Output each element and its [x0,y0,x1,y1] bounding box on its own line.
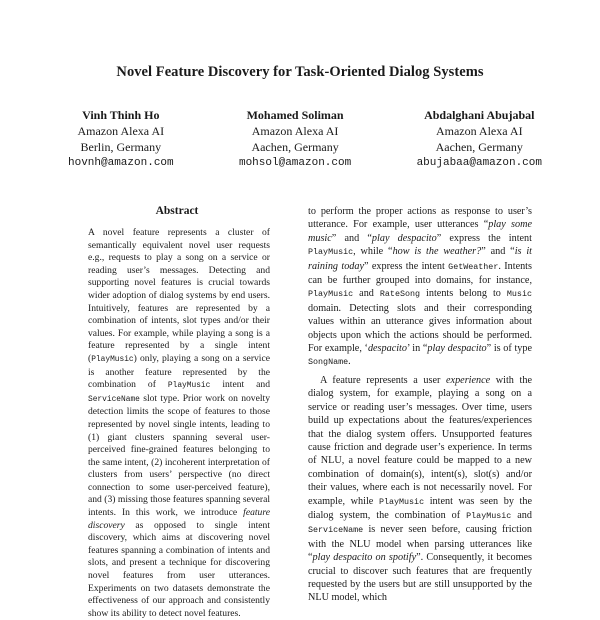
abstract-heading: Abstract [155,205,199,217]
author-email: hovnh@amazon.com [68,157,174,169]
author-affiliation: Amazon Alexa AI [251,124,339,138]
italic-term: play despacito [427,343,487,355]
code-term: GetWeather [448,261,499,272]
author-location: Berlin, Germany [80,140,162,154]
code-term: RateSong [379,289,421,300]
abstract-paragraph: A novel feature represents a cluster of semantically equivalent novel user requests e.g., requests to play a song on a service or reading user’s messages. Detecting and supporting novel features is crucial towards wider adoption of dialog systems by end users. Intuitively, features are represented by a combination of intents, slot types and/or their values. For example, while playing a song is a feature represented by a single intent (PlayMusic) only, playing a song on a service is another feature represented by the combination of PlayMusic intent and ServiceName slot type. Prior work on novelty detection limits the scope of features to those represented by novel single intents, leading to (1) giant clusters spanning several user-perceived fine-grained features belonging to the same intent, (2) incoherent interpretation of clusters from users’ perspective (no direct connection to some user-perceived feature), and (3) missing those features spanning several intents. In this work, we introduce feature discovery as opposed to single intent discovery, which aims at discovering novel features spanning a combination of intents and slots, and present a technique for discovering novel features from user utterances. Experiments on two datasets demonstrate the effectiveness of our approach and consistently show its ability to detect novel features. [88,227,271,619]
author-email: mohsol@amazon.com [238,157,352,169]
author-location: Aachen, Germany [251,140,339,154]
author-name: Vinh Thinh Ho [82,108,160,122]
author-name: Abdalghani Abujabal [424,108,535,122]
author-block [68,107,542,171]
code-term: PlayMusic [91,354,134,364]
author-affiliation: Amazon Alexa AI [77,124,165,138]
italic-term: play despacito on spotify [312,552,417,564]
paper-title: Novel Feature Discovery for Task-Oriented Dialog Systems [116,64,484,80]
code-term: PlayMusic [378,496,425,507]
body-paragraph-1: to perform the proper actions as response to user’s utterance. For example, user utterances “play some music” and “play despacito” express the intent PlayMusic, while “how is the weather?” and “is it raining today” express the intent GetWeather. Intents can be further grouped into domains, for instance, PlayMusic and RateSong intents belong to Music domain. Detecting slots and their corresponding values within an utterance gives information about objects upon which the actions should be performed. For example, ‘despacito’ in “play despacito” is of type SongName. [308,206,533,368]
italic-term: is it raining today [308,246,533,272]
code-term: ServiceName [88,394,140,404]
italic-term: play some music [308,219,532,244]
abstract-column [88,227,270,620]
italic-term: how is the weather? [392,246,482,258]
body-paragraph-2: A feature represents a user experience with the dialog system, for example, playing a song on a service or reading user’s messages. Over time, users build up expectations about the features/experiences that the dialog system offers. Unsupported features cause friction and degrade user’s experience. In terms of NLU, a novel feature could be mapped to a new combination of domain(s), intent(s), slot(s) and/or their values, where each is not necessarily novel. For example, while PlayMusic intent was seen by the dialog system, the combination of PlayMusic and ServiceName is never seen before, causing friction with the NLU model when parsing utterances like “play despacito on spotify”. Consequently, it becomes crucial to discover such features that are frequently requested by the users but are still unsupported by the NLU model, which [308,374,532,604]
body-column [308,205,532,605]
code-term: PlayMusic [308,247,354,258]
author-email: abujabaa@amazon.com [416,157,542,169]
italic-term: despacito [367,343,407,355]
author-3 [417,107,542,171]
code-term: Music [506,289,532,300]
code-term: SongName [308,357,349,368]
italic-term: experience [446,374,491,386]
author-1 [68,107,174,171]
code-term: ServiceName [308,525,364,536]
author-2 [239,107,351,171]
author-location: Aachen, Germany [435,140,523,154]
code-term: PlayMusic [466,510,512,521]
author-affiliation: Amazon Alexa AI [435,124,523,138]
code-term: PlayMusic [308,289,354,300]
code-term: PlayMusic [167,381,211,391]
author-name: Mohamed Soliman [246,108,344,122]
italic-term: play despacito [371,232,437,244]
italic-term: feature discovery [88,507,270,531]
